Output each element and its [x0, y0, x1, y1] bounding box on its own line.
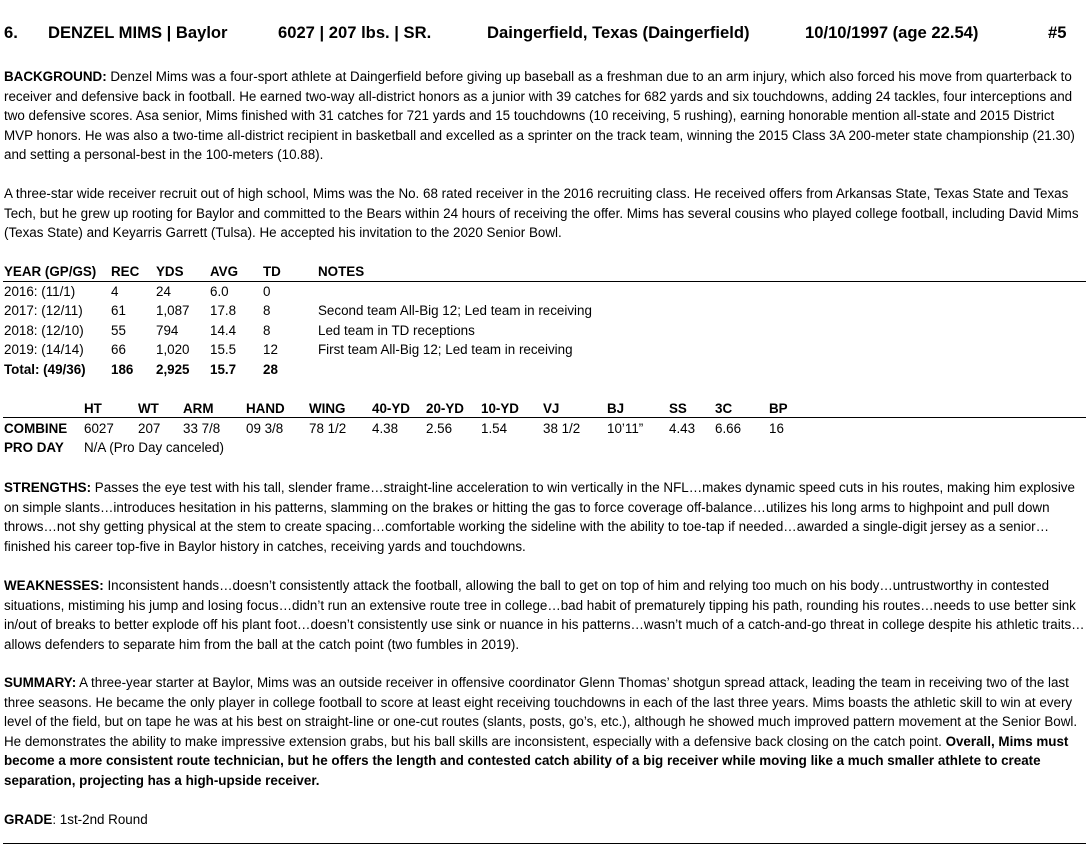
combine-header-3c: 3C [715, 401, 733, 416]
stats-cell-year: 2018: (12/10) [4, 323, 84, 338]
player-measurables: 6027 | 207 lbs. | SR. [278, 23, 432, 42]
grade-line [4, 810, 1086, 830]
stats-total-label: Total: (49/36) [4, 362, 86, 377]
stats-cell-yds: 794 [156, 323, 179, 338]
grade-value: : 1st-2nd Round [52, 812, 148, 827]
stats-cell-td: 8 [263, 323, 271, 338]
combine-value-bp: 16 [769, 421, 784, 436]
stats-cell-avg: 15.5 [210, 342, 237, 357]
background-paragraph [4, 67, 1086, 165]
summary-label: SUMMARY: [4, 675, 77, 690]
combine-header-ht: HT [84, 401, 102, 416]
stats-total-avg: 15.7 [210, 362, 237, 377]
stats-cell-notes: Led team in TD receptions [318, 323, 475, 338]
combine-header-bj: BJ [607, 401, 625, 416]
proday-value: N/A (Pro Day canceled) [84, 440, 224, 455]
combine-value-bj: 10’11” [607, 421, 644, 436]
weaknesses-paragraph [4, 576, 1086, 654]
combine-label: COMBINE [4, 421, 68, 436]
combine-header-40yd: 40-YD [372, 401, 410, 416]
stats-header-year: YEAR (GP/GS) [4, 264, 97, 279]
stats-cell-rec: 61 [111, 303, 126, 318]
stats-header-rec: REC [111, 264, 140, 279]
combine-header-bp: BP [769, 401, 788, 416]
strengths-paragraph [4, 478, 1086, 556]
stats-header-notes: NOTES [318, 264, 365, 279]
combine-value-hand: 09 3/8 [246, 421, 284, 436]
strengths-label: STRENGTHS: [4, 480, 92, 495]
stats-header-avg: AVG [210, 264, 239, 279]
position-rank: #5 [1048, 23, 1067, 42]
summary-bold-text: Overall, Mims must become a more consistent route technician, but he offers the length and contested catch ability of a big receiver while moving like a much smaller athlete to create separation, projecting has a high-upside receiver. [4, 733, 1069, 788]
summary-text: A three-year starter at Baylor, Mims was an outside receiver in offensive coordinator Glenn Thomas’ shotgun spread attack, leading the team in receiving two of the last three seasons. He became the only player in college football to score at least eight receiving touchdowns in each of the last three years. Mims boasts the athletic skill to win at every level of the field, but on tape he was at his best on straight-line or one-cut routes (slants, posts, go’s, etc.), although he showed much improved pattern movement at the Senior Bowl. He demonstrates the ability to make impressive extension grabs, but his ball skills are inconsistent, especially with a defensive back closing on the catch point. [4, 675, 1078, 749]
combine-header-arm: ARM [183, 401, 214, 416]
weaknesses-label: WEAKNESSES: [4, 578, 104, 593]
combine-value-10yd: 1.54 [481, 421, 508, 436]
stats-total-yds: 2,925 [156, 362, 190, 377]
player-name-school: DENZEL MIMS | Baylor [48, 23, 228, 42]
stats-cell-avg: 17.8 [210, 303, 237, 318]
strengths-text: Passes the eye test with his tall, slender frame…straight-line acceleration to win vertically in the NFL…makes dynamic speed cuts in his routes, making him explosive on simple slants…introduces hesitation in his patterns, slamming on the brakes or hitting the gas to force coverage off-balance…utilizes his long arms to highpoint and pull down throws…not shy getting physical at the stem to create spacing…comfortable working the sideline with the ability to toe-tap if needed…awarded a single-digit jersey as a senior…finished his career top-five in Baylor history in catches, receiving yards and touchdowns. [4, 480, 1075, 554]
background-label: BACKGROUND: [4, 69, 107, 84]
stats-cell-rec: 55 [111, 323, 126, 338]
combine-value-wing: 78 1/2 [309, 421, 347, 436]
stats-cell-avg: 14.4 [210, 323, 237, 338]
stats-header-td: TD [263, 264, 281, 279]
combine-header-rule [3, 417, 1086, 418]
stats-cell-td: 0 [263, 284, 271, 299]
stats-cell-year: 2019: (14/14) [4, 342, 84, 357]
proday-label: PRO DAY [4, 440, 64, 455]
combine-header-10yd: 10-YD [481, 401, 519, 416]
stats-cell-year: 2017: (12/11) [4, 303, 83, 318]
stats-cell-td: 8 [263, 303, 271, 318]
combine-value-arm: 33 7/8 [183, 421, 221, 436]
combine-value-ht: 6027 [84, 421, 114, 436]
combine-value-40yd: 4.38 [372, 421, 399, 436]
combine-header-wt: WT [138, 401, 159, 416]
stats-cell-yds: 1,087 [156, 303, 190, 318]
stats-header-yds: YDS [156, 264, 184, 279]
stats-cell-avg: 6.0 [210, 284, 229, 299]
combine-value-wt: 207 [138, 421, 161, 436]
background-text: Denzel Mims was a four-sport athlete at Daingerfield before giving up baseball as a freshman due to an arm injury, which also forced his move from quarterback to receiver and defensive back in football. He earned two-way all-district honors as a junior with 39 catches for 682 yards and six touchdowns, adding 24 tackles, four interceptions and two defensive scores. Asa senior, Mims finished with 31 catches for 721 yards and 15 touchdowns (10 receiving, 5 rushing), earning honorable mention all-state and 2015 District MVP honors. He was also a two-time all-district recipient in basketball and excelled as a sprinter on the track team, winning the 2015 Class 3A 200-meter state championship (21.30) and setting a personal-best in the 100-meters (10.88). [4, 69, 1075, 163]
combine-header-20yd: 20-YD [426, 401, 464, 416]
stats-cell-notes: First team All-Big 12; Led team in receiving [318, 342, 573, 357]
stats-cell-yds: 1,020 [156, 342, 190, 357]
stats-cell-rec: 4 [111, 284, 119, 299]
stats-cell-rec: 66 [111, 342, 126, 357]
combine-value-20yd: 2.56 [426, 421, 453, 436]
combine-header-vj: VJ [543, 401, 560, 416]
summary-paragraph [4, 673, 1086, 791]
player-birthdate: 10/10/1997 (age 22.54) [805, 23, 979, 42]
combine-value-ss: 4.43 [669, 421, 696, 436]
page-bottom-rule [3, 843, 1086, 844]
combine-header-hand: HAND [246, 401, 285, 416]
stats-total-td: 28 [263, 362, 278, 377]
grade-label: GRADE [4, 812, 53, 827]
player-hometown: Daingerfield, Texas (Daingerfield) [487, 23, 750, 42]
recruiting-paragraph: A three-star wide receiver recruit out of high school, Mims was the No. 68 rated receiver in the 2016 recruiting class. He received offers from Arkansas State, Texas State and Texas Tech, but he grew up rooting for Baylor and committed to the Bears within 24 hours of receiving the offer. Mims has several cousins who played college football, including David Mims (Texas State) and Keyarris Garrett (Tulsa). He accepted his invitation to the 2020 Senior Bowl. [4, 186, 1079, 241]
combine-value-vj: 38 1/2 [543, 421, 581, 436]
combine-header-wing: WING [309, 401, 346, 416]
stats-cell-notes: Second team All-Big 12; Led team in receiving [318, 303, 592, 318]
stats-cell-year: 2016: (11/1) [4, 284, 76, 299]
combine-value-3c: 6.66 [715, 421, 742, 436]
player-rank: 6. [4, 23, 18, 42]
combine-header-ss: SS [669, 401, 687, 416]
stats-cell-td: 12 [263, 342, 278, 357]
stats-total-rec: 186 [111, 362, 134, 377]
stats-cell-yds: 24 [156, 284, 171, 299]
weaknesses-text: Inconsistent hands…doesn’t consistently attack the football, allowing the ball to get on top of him and relying too much on his body…untrustworthy in contested situations, mistiming his jump and losing focus…didn’t run an extensive route tree in college…bad habit of prematurely tipping his path, rounding his routes…needs to use better sink in/out of breaks to better explode off his plant foot…doesn’t consistently use sink or nuance in his patterns…wasn’t much of a catch-and-go threat in college despite his athletic traits…allows defenders to separate him from the ball at the catch point (two fumbles in 2019). [4, 578, 1085, 652]
